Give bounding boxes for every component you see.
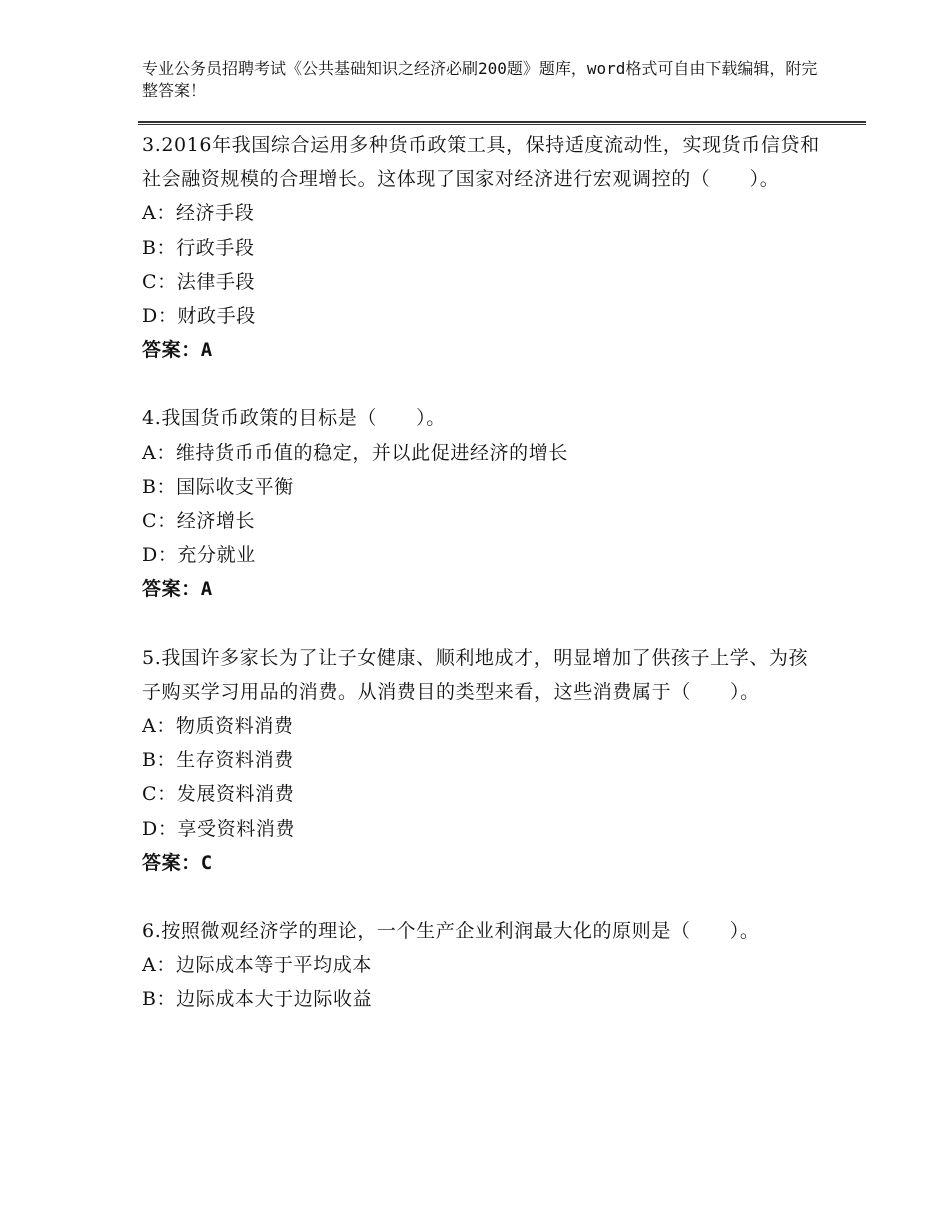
option-c: C：发展资料消费: [142, 783, 295, 806]
option-b: B：生存资料消费: [142, 749, 294, 772]
question-text: 6.按照微观经济学的理论，一个生产企业利润最大化的原则是（ ）。: [142, 920, 760, 943]
option-d: D：财政手段: [142, 305, 256, 328]
question-text: 5.我国许多家长为了让子女健康、顺利地成才，明显增加了供孩子上学、为孩子购买学习用品的消费。从消费目的类型来看，这些消费属于（ ）。: [142, 646, 809, 703]
option-b: B：行政手段: [142, 236, 255, 259]
answer-label: 答案：C: [142, 851, 213, 874]
option-a: A：经济手段: [142, 202, 255, 225]
answer-label: 答案：A: [142, 578, 213, 601]
question-3: [142, 128, 822, 367]
option-a: A：物质资料消费: [142, 715, 294, 738]
option-d: D：充分就业: [142, 544, 256, 567]
question-6: [142, 914, 822, 1017]
option-b: B：边际成本大于边际收益: [142, 988, 373, 1011]
question-text: 3.2016年我国综合运用多种货币政策工具，保持适度流动性，实现货币信贷和社会融资规模的合理增长。这体现了国家对经济进行宏观调控的（ ）。: [142, 134, 820, 191]
document-header: 专业公务员招聘考试《公共基础知识之经济必刷200题》题库，word格式可自由下载编辑，附完整答案！: [142, 59, 818, 100]
question-list: [142, 128, 822, 1051]
option-a: A：边际成本等于平均成本: [142, 954, 372, 977]
question-4: [142, 401, 822, 606]
question-5: [142, 641, 822, 880]
option-a: A：维持货币币值的稳定，并以此促进经济的增长: [142, 441, 568, 464]
answer-label: 答案：A: [142, 339, 213, 362]
header-divider: [138, 121, 866, 125]
option-c: C：经济增长: [142, 510, 256, 533]
question-text: 4.我国货币政策的目标是（ ）。: [142, 407, 446, 430]
option-c: C：法律手段: [142, 270, 256, 293]
option-d: D：享受资料消费: [142, 817, 296, 840]
option-b: B：国际收支平衡: [142, 475, 294, 498]
